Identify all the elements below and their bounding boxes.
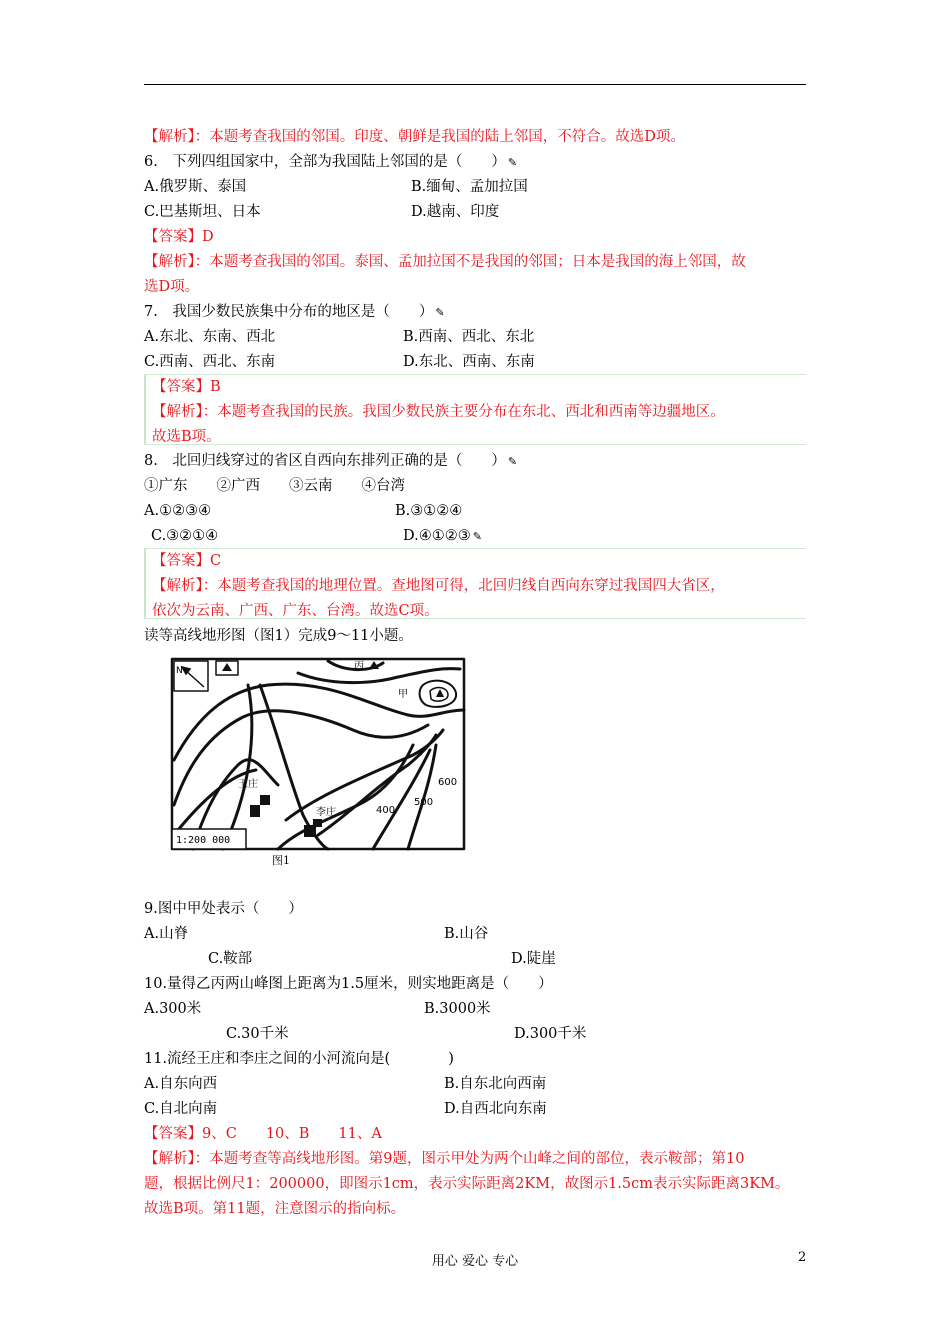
peak-icon	[222, 663, 232, 671]
q8-option-c: C.③②①④	[151, 528, 219, 544]
q9-option-b: B.山谷	[444, 926, 489, 942]
q11-option-c: C.自北向南	[144, 1101, 218, 1117]
q9-11-answer: 【答案】9、C 10、B 11、A	[144, 1126, 382, 1142]
q11-option-a: A.自东向西	[144, 1076, 218, 1092]
q7-option-c: C.西南、西北、东南	[144, 354, 276, 370]
scale-label: 1:200 000	[176, 835, 231, 846]
contour-map	[168, 655, 468, 860]
mouse-icon: ✎	[507, 455, 518, 468]
peak-icon	[436, 689, 444, 697]
q9-option-d: D.陡崖	[511, 951, 556, 967]
q8-option-a: A.①②③④	[144, 503, 212, 519]
q7-answer: 【答案】B	[152, 379, 221, 395]
q6-answer: 【答案】D	[144, 229, 214, 245]
q9-option-a: A.山脊	[144, 926, 189, 942]
contour-label-400: 400	[376, 805, 396, 816]
figure-intro: 读等高线地形图（图1）完成9～11小题。	[144, 628, 413, 644]
q5-analysis: 【解析】：本题考查我国的邻国。印度、朝鲜是我国的陆上邻国，不符合。故选D项。	[144, 129, 685, 145]
label-lizhuang: 李庄	[316, 807, 336, 818]
contour-label-600: 600	[438, 777, 458, 788]
mouse-icon: ✎	[435, 306, 445, 319]
q8-option-d: D.④①②③ ✎	[403, 526, 482, 547]
label-jia: 甲	[398, 689, 408, 700]
q7-question: 7. 我国少数民族集中分布的地区是（ ） ✎	[144, 302, 445, 323]
header-rule	[144, 84, 806, 85]
wangzhuang-building-icon	[260, 795, 270, 805]
q6-option-a: A.俄罗斯、泰国	[144, 179, 247, 195]
q6-option-c: C.巴基斯坦、日本	[144, 204, 261, 220]
q7-option-a: A.东北、东南、西北	[144, 329, 276, 345]
label-bing: 丙	[354, 661, 364, 672]
q8-items: ①广东 ②广西 ③云南 ④台湾	[144, 478, 405, 494]
q10-option-b: B.3000米	[424, 1001, 491, 1017]
q8-analysis-line2: 依次为云南、广西、广东、台湾。故选C项。	[152, 603, 439, 619]
q7-analysis-line2: 故选B项。	[152, 429, 221, 445]
figure-caption: 图1	[272, 854, 290, 867]
q9-11-analysis-line1: 【解析】：本题考查等高线地形图。第9题，图示甲处为两个山峰之间的部位，表示鞍部；第10	[144, 1151, 745, 1167]
q9-11-analysis-line3: 故选B项。第11题，注意图示的指向标。	[144, 1201, 406, 1217]
q8-option-b: B.③①②④	[395, 503, 463, 519]
q8-question: 8. 北回归线穿过的省区自西向东排列正确的是（ ） ✎	[144, 451, 517, 472]
q9-question: 9.图中甲处表示（ ）	[144, 901, 303, 917]
q11-question: 11.流经王庄和李庄之间的小河流向是( )	[144, 1051, 454, 1067]
north-arrow-icon	[182, 667, 204, 687]
contour-label-500: 500	[414, 797, 434, 808]
q7-option-b: B.西南、西北、东北	[403, 329, 535, 345]
label-wangzhuang: 王庄	[238, 779, 258, 790]
lizhuang-building-icon	[313, 819, 322, 827]
mouse-icon: ✎	[472, 530, 482, 543]
q10-option-a: A.300米	[144, 1001, 202, 1017]
q10-question: 10.量得乙丙两山峰图上距离为1.5厘米，则实地距离是（ ）	[144, 976, 553, 992]
q6-option-b: B.缅甸、孟加拉国	[411, 179, 528, 195]
page-number: 2	[798, 1250, 807, 1265]
north-label: N	[176, 666, 183, 676]
q7-analysis-line1: 【解析】：本题考查我国的民族。我国少数民族主要分布在东北、西北和西南等边疆地区。	[152, 404, 725, 420]
q7-option-d: D.东北、西南、东南	[403, 354, 535, 370]
q8-analysis-line1: 【解析】：本题考查我国的地理位置。查地图可得，北回归线自西向东穿过我国四大省区，	[152, 578, 725, 594]
q8-answer: 【答案】C	[152, 553, 222, 569]
q11-option-b: B.自东北向西南	[444, 1076, 547, 1092]
q10-option-c: C.30千米	[226, 1026, 289, 1042]
q9-option-c: C.鞍部	[208, 951, 253, 967]
q6-option-d: D.越南、印度	[411, 204, 500, 220]
q6-question: 6. 下列四组国家中，全部为我国陆上邻国的是（ ） ✎	[144, 152, 517, 173]
q6-analysis-line1: 【解析】：本题考查我国的邻国。泰国、孟加拉国不是我国的邻国；日本是我国的海上邻国，故	[144, 254, 746, 270]
page-footer: 用心 爱心 专心	[431, 1254, 519, 1269]
q11-option-d: D.自西北向东南	[444, 1101, 547, 1117]
q10-option-d: D.300千米	[514, 1026, 587, 1042]
wangzhuang-building-icon	[250, 805, 260, 817]
q9-11-analysis-line2: 题，根据比例尺1：200000，即图示1cm，表示实际距离2KM，故图示1.5cm表示实际距离3KM。	[144, 1176, 790, 1192]
mouse-icon: ✎	[507, 156, 518, 169]
contour-map-figure	[168, 655, 468, 860]
q6-analysis-line2: 选D项。	[144, 279, 200, 295]
